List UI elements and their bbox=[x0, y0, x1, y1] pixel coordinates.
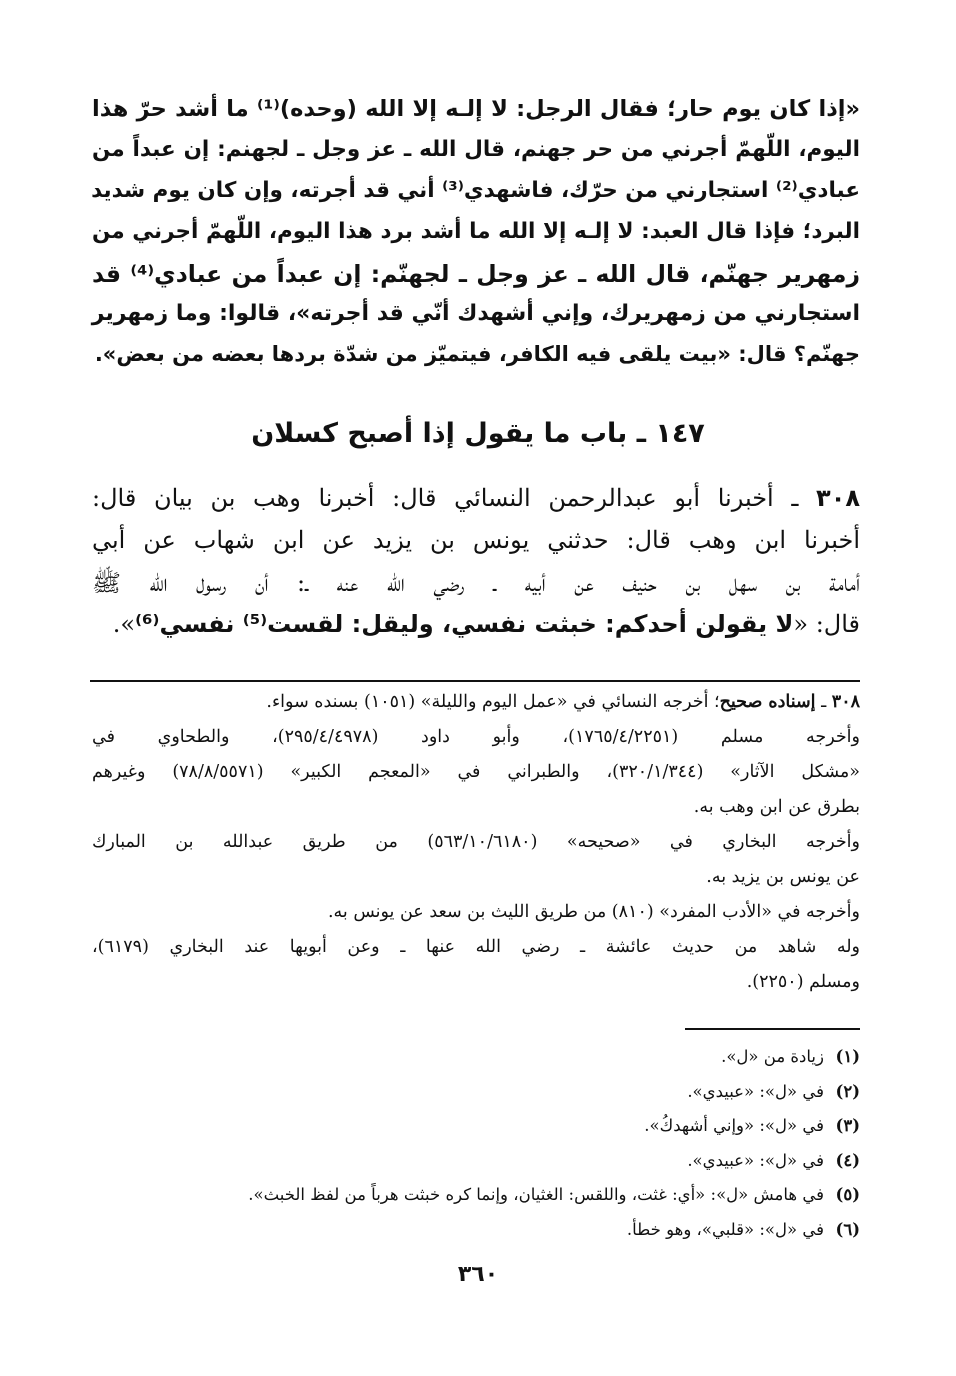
footnote bbox=[92, 1213, 860, 1248]
main-text bbox=[92, 96, 860, 396]
main-text-line: زمهرير جهنّم، قال الله ـ عز وجل ـ لجهنّم: إن عبداً من عبادي⁽⁴⁾ قد bbox=[92, 260, 860, 288]
footnote bbox=[92, 1178, 860, 1213]
hadith-text bbox=[92, 484, 860, 654]
hadith-number: ٣٠٨ bbox=[816, 484, 860, 512]
main-text-line: البرد؛ فإذا قال العبد: لا إلـه إلا الله ما أشد برد هذا اليوم، اللّهمّ أجرني من bbox=[92, 219, 860, 244]
footnote-text: في «ل»: «قلبي»، وهو خطأ. bbox=[626, 1219, 824, 1239]
footnote-number: (٢) bbox=[835, 1081, 860, 1101]
takhrij-number: ٣٠٨ bbox=[831, 692, 860, 712]
takhrij-line: «مشكل الآثار» (٣٢٠/١/٣٤٤)، والطبراني في «المعجم الكبير» (٧٨/٨/٥٥٧١) وغيرهم bbox=[92, 762, 861, 782]
main-text-line: جهنّم؟ قال: «بيت يلقى فيه الكافر، فيتميّز من شدّة بردها بعضه من بعض». bbox=[94, 342, 860, 366]
takhrij-dash: ـ bbox=[815, 692, 832, 712]
takhrij-line: وأخرجه في «الأدب المفرد» (٨١٠) من طريق الليث بن سعد عن يونس به. bbox=[327, 902, 860, 922]
chapter-heading: ١٤٧ ـ باب ما يقول إذا أصبح كسلان bbox=[251, 418, 705, 449]
hadith-line-text: ـ أخبرنا أبو عبدالرحمن النسائي قال: أخبرنا وهب بن بيان قال: bbox=[92, 484, 799, 512]
footnote-number: (٥) bbox=[835, 1185, 860, 1204]
footnote-number: (٦) bbox=[835, 1219, 860, 1239]
footnote bbox=[92, 1144, 860, 1179]
page-number: ٣٦٠ bbox=[457, 1262, 499, 1287]
hadith-line: أخبرنا ابن وهب قال: حدثني يونس بن يزيد عن ابن شهاب عن أبي bbox=[92, 526, 860, 554]
footnote bbox=[92, 1040, 860, 1075]
hadith-line: أمامة بن سهل بن حنيف عن أبيه ـ رضي الله عنه ـ: أن رسول الله ﷺ bbox=[92, 569, 860, 597]
takhrij-source: ؛ أخرجه النسائي في «عمل اليوم والليلة» (١٠٥١) بسنده سواء. bbox=[266, 692, 720, 712]
footnote-number: (٣) bbox=[835, 1116, 860, 1135]
footnote-text: في «ل»: «وإني أشهدكُ». bbox=[644, 1116, 824, 1135]
footnote-rule bbox=[685, 1028, 860, 1030]
takhrij-line: وأخرجه مسلم (١٧٦٥/٤/٢٢٥١)، وأبو داود (٢٩٥/٤/٤٩٧٨)، والطحاوي في bbox=[92, 727, 860, 747]
hadith-line bbox=[92, 484, 860, 512]
footnote bbox=[92, 1109, 860, 1144]
footnote-number: (٤) bbox=[835, 1150, 860, 1170]
takhrij-line bbox=[92, 692, 860, 712]
takhrij-line: بطرق عن ابن وهب به. bbox=[693, 797, 860, 817]
hadith-quote-open: قال: « bbox=[793, 610, 860, 638]
main-text-line: اليوم، اللّهمّ أجرني من حر جهنم، قال الله ـ عز وجل ـ لجهنم: إن عبداً من bbox=[92, 137, 860, 162]
takhrij-line: وأخرجه البخاري في «صحيحه» (٥٦٣/١٠/٦١٨٠) من طريق عبدالله بن المبارك bbox=[92, 832, 860, 852]
takhrij-line: وله شاهد من حديث عائشة ـ رضي الله عنها ـ وعن أبويها عند البخاري (٦١٧٩)، bbox=[92, 937, 860, 957]
footnote bbox=[92, 1075, 860, 1110]
footnote-text: في «ل»: «عبيدي». bbox=[687, 1150, 824, 1170]
footnote-text: زيادة من «ل». bbox=[721, 1047, 824, 1066]
hadith-prophetic-saying: لا يقولن أحدكم: خبثت نفسي، وليقل: لقست⁽⁵⁾ نفسي⁽⁶⁾ bbox=[135, 610, 794, 638]
main-text-line: «إذا كان يوم حار؛ فقال الرجل: لا إلـه إلا الله (وحده)⁽¹⁾ ما أشد حرّ هذا bbox=[92, 96, 860, 122]
footnote-text: في «ل»: «عبيدي». bbox=[687, 1081, 824, 1101]
main-text-line: عبادي⁽²⁾ استجارني من حرّك، فاشهدي⁽³⁾ أني قد أجرته، وإن كان يوم شديد bbox=[91, 178, 860, 203]
separator-rule bbox=[90, 680, 860, 682]
footnote-number: (١) bbox=[835, 1047, 860, 1066]
takhrij-line: ومسلم (٢٢٥٠). bbox=[746, 972, 860, 992]
takhrij-grading: إسناده صحيح bbox=[719, 692, 816, 712]
takhrij-notes bbox=[92, 692, 860, 1002]
footnote-text: في هامش «ل»: «أي: غثت، واللقس: الغثيان، وإنما كره خبثت هرباً من لفظ الخبث». bbox=[248, 1185, 824, 1204]
takhrij-line: عن يونس بن يزيد به. bbox=[706, 867, 860, 887]
hadith-line bbox=[92, 610, 860, 638]
hadith-quote-close: ». bbox=[112, 610, 136, 638]
footnotes bbox=[92, 1040, 860, 1247]
main-text-line: استجارني من زمهريرك، وإني أشهدك أنّي قد أجرته»، قالوا: وما زمهرير bbox=[91, 301, 860, 326]
